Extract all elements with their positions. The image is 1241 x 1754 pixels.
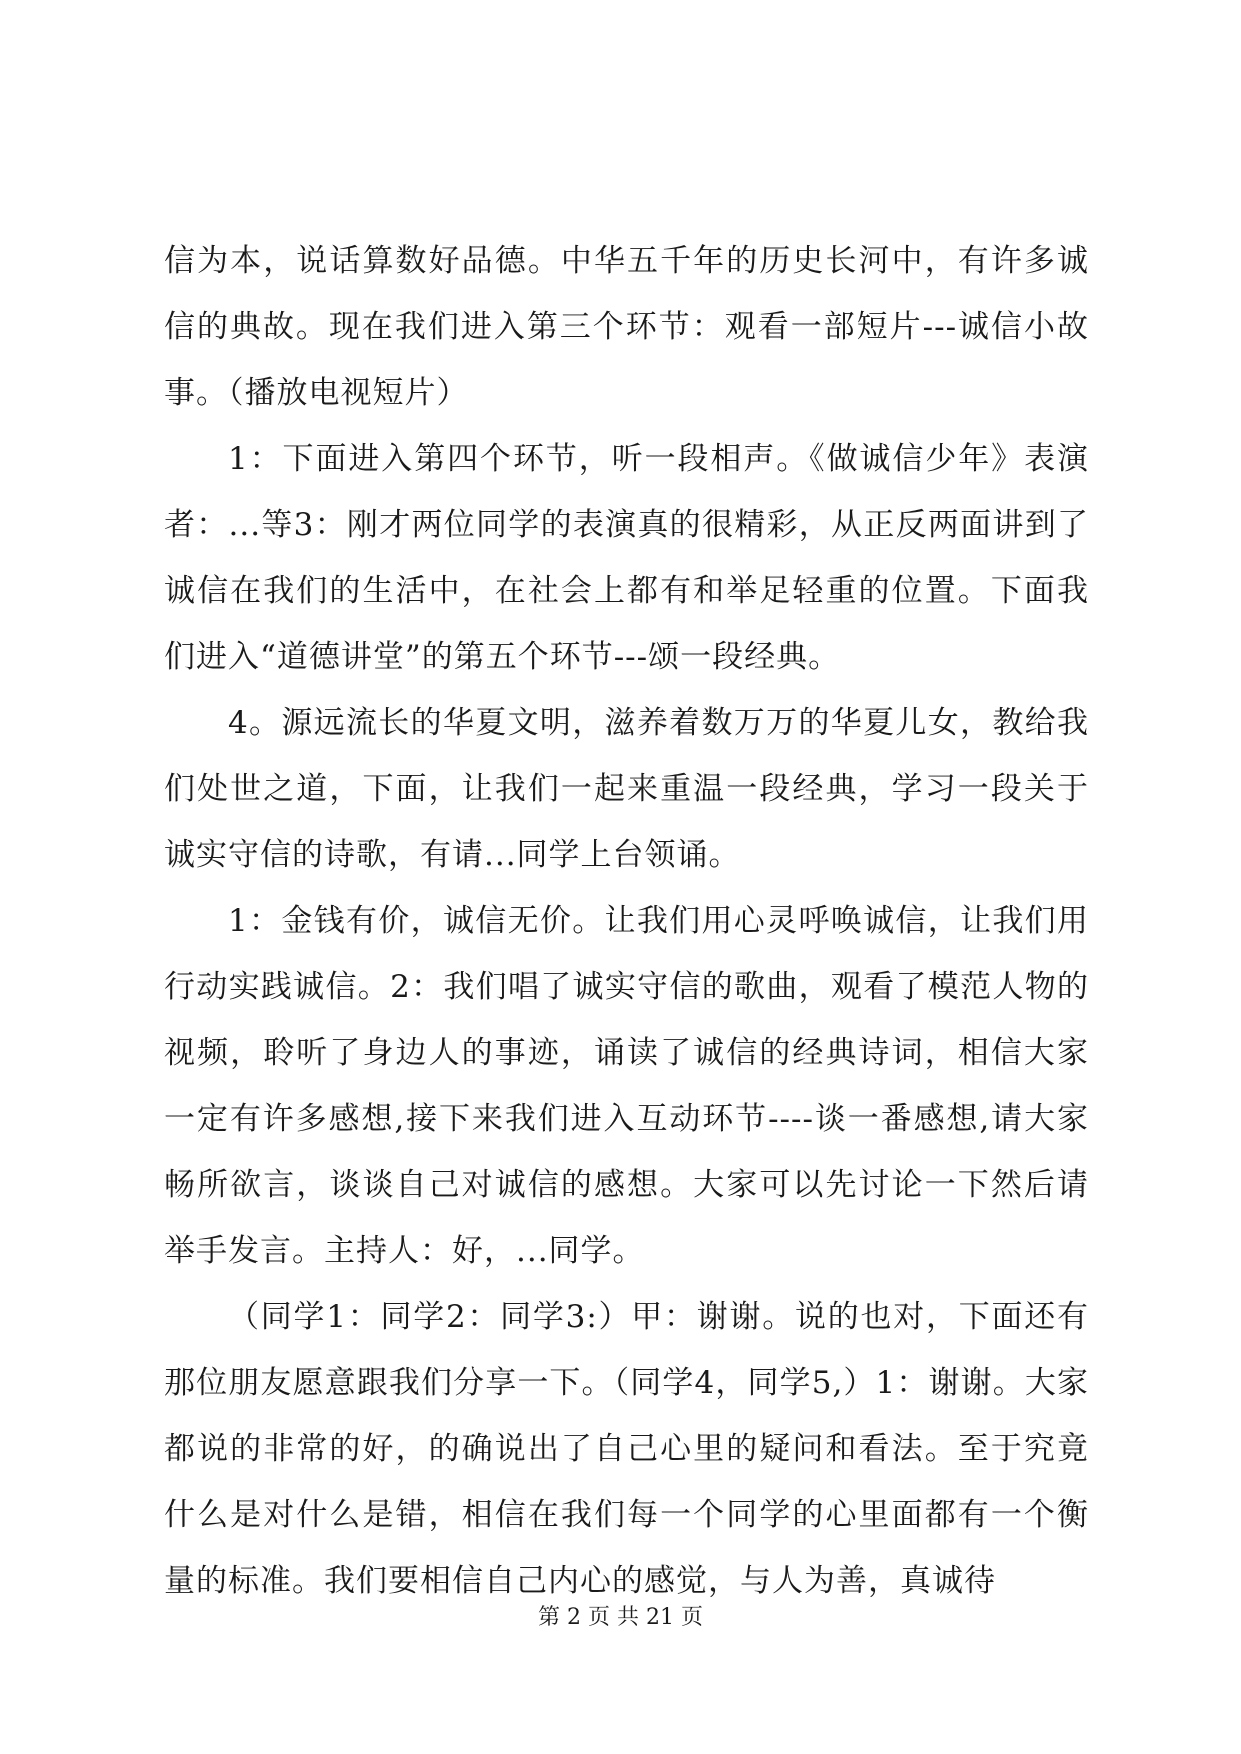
paragraph-2: 1：下面进入第四个环节，听一段相声。《做诚信少年》表演者：...等3：刚才两位同学的表演真的很精彩，从正反两面讲到了诚信在我们的生活中，在社会上都有和举足轻重的位置。下面我们进入“道德讲堂”的第五个环节---颂一段经典。 [164,441,1089,675]
paragraph-4: 1：金钱有价，诚信无价。让我们用心灵呼唤诚信，让我们用行动实践诚信。2：我们唱了诚实守信的歌曲，观看了模范人物的视频，聆听了身边人的事迹，诵读了诚信的经典诗词，相信大家一定有许多感想,接下来我们进入互动环节----谈一番感想,请大家畅所欲言，谈谈自己对诚信的感想。大家可以先讨论一下然后请举手发言。主持人：好，...同学。 [164,903,1089,1269]
paragraph-3: 4。源远流长的华夏文明，滋养着数万万的华夏儿女，教给我们处世之道，下面，让我们一起来重温一段经典，学习一段关于诚实守信的诗歌，有请...同学上台领诵。 [164,705,1089,873]
paragraph-1: 信为本，说话算数好品德。中华五千年的历史长河中，有许多诚信的典故。现在我们进入第三个环节：观看一部短片---诚信小故事。（播放电视短片） [164,243,1089,411]
paragraph-5: （同学1：同学2：同学3:）甲：谢谢。说的也对，下面还有那位朋友愿意跟我们分享一下。（同学4，同学5,）1：谢谢。大家都说的非常的好，的确说出了自己心里的疑问和看法。至于究竟什么是对什么是错，相信在我们每一个同学的心里面都有一个衡量的标准。我们要相信自己内心的感觉，与人为善，真诚待 [164,1299,1089,1599]
page-number-footer: 第 2 页 共 21 页 [538,1605,703,1630]
body-text [164,228,1089,1614]
